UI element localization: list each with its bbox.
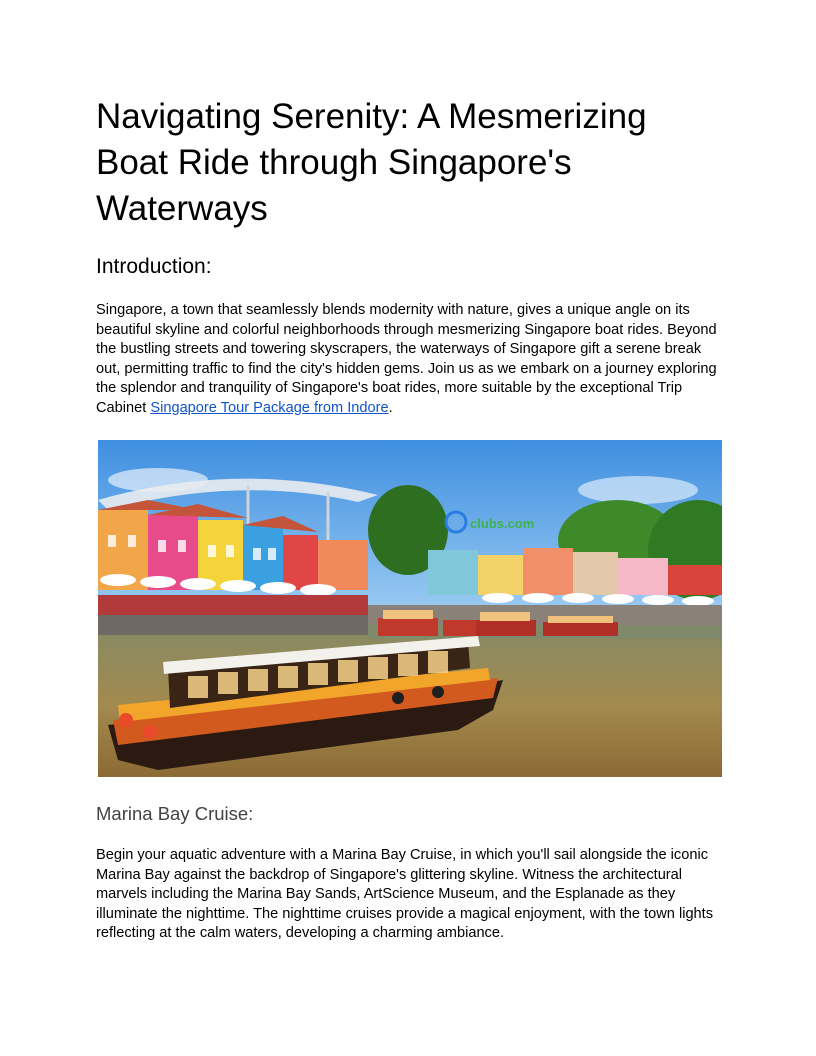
section-paragraph: Begin your aquatic adventure with a Marina Bay Cruise, in which you'll sail alongside the iconic Marina Bay against the backdrop of Singapore's glittering skyline. Witness the architectural marvels including the Marina Bay Sands, ArtScience Museum, and the Esplanade as they illuminate the nighttime. The nighttime cruises provide a magical enjoyment, with the town lights reflecting at the calm waters, developing a charming ambiance. xyxy=(96,847,714,941)
intro-paragraph xyxy=(96,301,726,418)
tour-package-link[interactable]: Singapore Tour Package from Indore xyxy=(150,399,389,416)
document-title: Navigating Serenity: A Mesmerizing Boat Ride through Singapore's Waterways xyxy=(96,97,647,228)
intro-heading: Introduction: xyxy=(96,255,212,278)
intro-text-end: . xyxy=(388,399,393,416)
boat-ride-photo xyxy=(98,440,722,777)
watermark-text: clubs.com xyxy=(470,516,535,531)
intro-text: Singapore, a town that seamlessly blends modernity with nature, gives a unique angle on its beautiful skyline and colorful neighborhoods through mesmerizing Singapore boat rides. Beyond the bustling streets and towering skyscrapers, the waterways of Singapore gift a serene break out, permitting traffic to find the city's hidden gems. Join us as we embark on a journey exploring the splendor and tranquility of Singapore's boat rides, more suitable by the exceptional Trip Cabinet xyxy=(96,302,717,416)
section-heading: Marina Bay Cruise: xyxy=(96,803,254,824)
